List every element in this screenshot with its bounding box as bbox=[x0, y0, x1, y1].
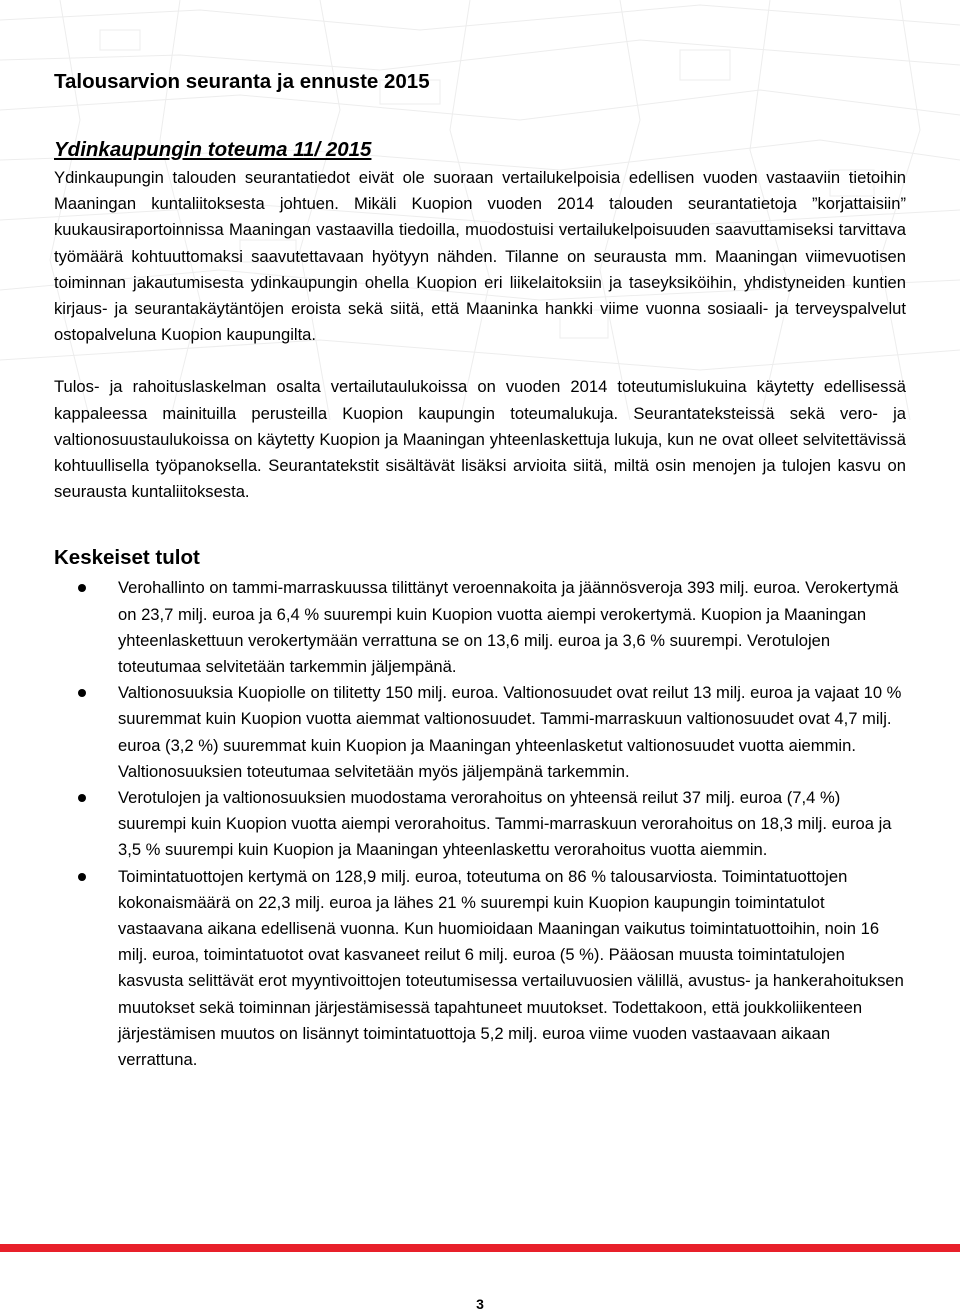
list-item bbox=[54, 864, 906, 1074]
paragraph-comparability: Ydinkaupungin talouden seurantatiedot eivät ole suoraan vertailukelpoisia edellisen vuoden vastaaviin tietoihin Maaningan kuntaliitoksesta johtuen. Mikäli Kuopion vuoden 2014 talouden seurantatietoja ”korjattaisiin” kuukausiraportoinnissa Maaningan vastaavilla tiedoilla, muodostuisi vertailukelpoisuuden saavuttamiseksi tarvittava työmäärä kohtuuttomaksi saavutettavaan hyötyyn nähden. Tilanne on seurausta mm. Maaningan viimevuotisen toiminnan jakautumisesta ydinkaupungin ohella Kuopion eri liikelaitoksiin ja taseyksiköihin, yhdistyneiden kuntien kirjaus- ja seurantakäytäntöjen eroista sekä siitä, että Maaninka hankki viime vuonna sosiaali- ja terveyspalvelut ostopalveluna Kuopion kaupungilta. bbox=[54, 168, 906, 345]
section-heading: Ydinkaupungin toteuma 11/ 2015 bbox=[54, 138, 372, 161]
subheading-key-revenues: Keskeiset tulot bbox=[54, 546, 200, 570]
page-number: 3 bbox=[476, 1296, 484, 1312]
key-revenues-list bbox=[54, 575, 906, 1073]
list-item bbox=[54, 575, 906, 680]
list-item-text: Verohallinto on tammi-marraskuussa tilittänyt veroennakoita ja jäännösveroja 393 milj. euroa. Verokertymä on 23,7 milj. euroa ja 6,4 % suurempi kuin Kuopion vuotta aiempi verokertymä. Kuopion ja Maaningan yhteenlaskettuun verokertymään verrattuna se on 13,6 milj. euroa ja 3,6 % suurempi. Verotulojen toteutumaa selvitetään tarkemmin jäljempänä. bbox=[118, 578, 899, 677]
bullet-icon bbox=[78, 689, 86, 697]
list-item-text: Valtionosuuksia Kuopiolle on tilitetty 150 milj. euroa. Valtionosuudet ovat reilut 13 milj. euroa ja vajaat 10 % suuremmat kuin Kuopion vuotta aiemmat valtionosuudet. Tammi-marraskuun valtionosuudet ovat 4,7 milj. euroa (3,2 %) suuremmat kuin Kuopion ja Maaningan yhteenlasketut valtionosuudet vuotta aiemmin. Valtionosuuksien toteutumaa selvitetään myös jäljempänä tarkemmin. bbox=[118, 683, 902, 781]
list-item bbox=[54, 785, 906, 864]
bullet-icon bbox=[78, 873, 86, 881]
list-item bbox=[54, 680, 906, 785]
bullet-icon bbox=[78, 794, 86, 802]
footer-accent-bar bbox=[0, 1244, 960, 1252]
list-item-text: Verotulojen ja valtionosuuksien muodostama verorahoitus on yhteensä reilut 37 milj. euroa (7,4 %) suurempi kuin Kuopion vuotta aiempi verorahoitus. Tammi-marraskuun verorahoitus on 18,3 milj. euroa ja 3,5 % suurempi kuin Kuopion ja Maaningan yhteenlaskettu verorahoitus vuotta aiemmin. bbox=[118, 788, 892, 860]
document-title: Talousarvion seuranta ja ennuste 2015 bbox=[54, 70, 430, 93]
document-body bbox=[54, 66, 906, 1073]
paragraph-methodology: Tulos- ja rahoituslaskelman osalta vertailutaulukoissa on vuoden 2014 toteutumislukuina käytetty edellisessä kappaleessa mainituilla perusteilla Kuopion kaupungin toteumalukuja. Seurantateksteissä sekä vero- ja valtionosuustaulukoissa on käytetty Kuopion ja Maaningan yhteenlaskettuja lukuja, kun ne ovat olleet selvitettävissä kohtuullisella työpanoksella. Seurantatekstit sisältävät lisäksi arvioita siitä, miltä osin menojen ja tulojen kasvu on seurausta kuntaliitoksesta. bbox=[54, 377, 906, 502]
list-item-text: Toimintatuottojen kertymä on 128,9 milj. euroa, toteutuma on 86 % talousarviosta. Toimintatuottojen kokonaismäärä on 22,3 milj. euroa ja lähes 21 % suurempi kuin Kuopion kaupungin toimintatulot vastaavana aikana edellisenä vuonna. Kun huomioidaan Maaningan vaikutus toimintatuottoihin, noin 16 milj. euroa, toimintatuotot ovat kasvaneet reilut 6 milj. euroa (5 %). Pääosan muusta toimintatulojen kasvusta selittävät erot myyntivoittojen toteutumisessa vertailuvuosien välillä, avustus- ja hankerahoituksen muutokset sekä toiminnan järjestämisessä tapahtuneet muutokset. Todettakoon, että joukkoliikenteen järjestämisen muutos on lisännyt toimintatuottoja 5,2 milj. euroa viime vuoden vastaavaan aikaan verrattuna. bbox=[118, 866, 904, 1070]
bullet-icon bbox=[78, 584, 86, 592]
